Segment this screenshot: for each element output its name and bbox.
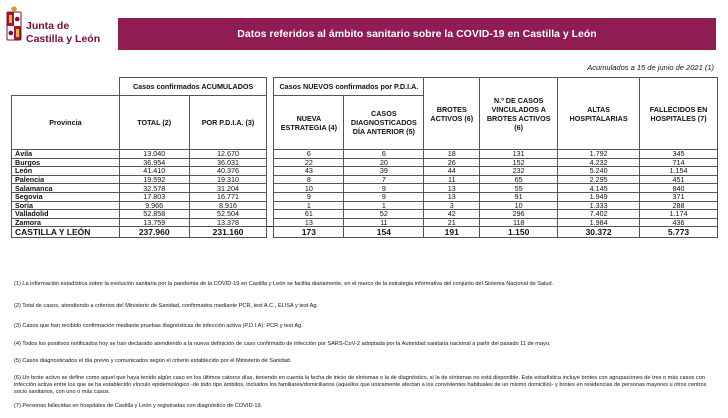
value-cell: 52.504 <box>189 210 267 219</box>
col-header-dia-anterior: CASOS DIAGNOSTICADOS DÍA ANTERIOR (5) <box>344 96 424 150</box>
col-header-brotes: BROTES ACTIVOS (6) <box>424 78 480 150</box>
value-cell: 9 <box>344 192 424 201</box>
value-cell: 13 <box>424 184 480 193</box>
value-cell: 5.773 <box>640 227 718 238</box>
footnote-5: (5) Casos diagnosticados el día previo y comunicados según el criterio establecido por el Ministerio de Sanidad. <box>14 358 292 364</box>
value-cell: 18 <box>424 150 480 159</box>
value-cell: 13.378 <box>189 218 267 227</box>
value-cell: 436 <box>640 218 718 227</box>
footnote-1: (1) La información estadística sobre la evolución sanitaria por la pandemia de la COVID-19 en Castilla y León se facilita diariamente, en el marco de la estrategia informativa del conjunto del Sistema Nacional de Salud. <box>14 281 554 287</box>
value-cell: 1.792 <box>558 150 640 159</box>
page-title: Datos referidos al ámbito sanitario sobre la COVID-19 en Castilla y León <box>237 28 597 40</box>
value-cell: 65 <box>480 175 558 184</box>
value-cell: 2.295 <box>558 175 640 184</box>
value-cell: 26 <box>424 158 480 167</box>
value-cell: 714 <box>640 158 718 167</box>
value-cell: 840 <box>640 184 718 193</box>
value-cell: 296 <box>480 210 558 219</box>
total-row <box>12 227 718 238</box>
table-row <box>12 210 718 219</box>
table-row <box>12 218 718 227</box>
value-cell: 191 <box>424 227 480 238</box>
group-header-acumulados: Casos confirmados ACUMULADOS <box>119 78 267 96</box>
value-cell: 36.954 <box>119 158 189 167</box>
value-cell: 36.031 <box>189 158 267 167</box>
value-cell: 1.150 <box>480 227 558 238</box>
value-cell: 131 <box>480 150 558 159</box>
value-cell: 61 <box>274 210 344 219</box>
value-cell: 30.372 <box>558 227 640 238</box>
report-date: Acumulados a 15 de junio de 2021 (1) <box>587 63 714 72</box>
value-cell: 451 <box>640 175 718 184</box>
value-cell: 31.204 <box>189 184 267 193</box>
value-cell: 118 <box>480 218 558 227</box>
value-cell: 152 <box>480 158 558 167</box>
table-row <box>12 175 718 184</box>
province-cell: Segovia <box>12 192 120 201</box>
value-cell: 4.232 <box>558 158 640 167</box>
province-cell: Soria <box>12 201 120 210</box>
value-cell: 4.145 <box>558 184 640 193</box>
junta-logo <box>6 4 106 56</box>
org-name-line1: Junta de <box>26 20 70 32</box>
value-cell: 91 <box>480 192 558 201</box>
col-header-provincia: Provincia <box>12 96 120 150</box>
value-cell: 6 <box>274 150 344 159</box>
value-cell: 7.402 <box>558 210 640 219</box>
value-cell: 371 <box>640 192 718 201</box>
value-cell: 1 <box>274 201 344 210</box>
value-cell: 13.040 <box>119 150 189 159</box>
value-cell: 13 <box>274 218 344 227</box>
value-cell: 288 <box>640 201 718 210</box>
value-cell: 10 <box>480 201 558 210</box>
value-cell: 11 <box>344 218 424 227</box>
covid-data-table <box>11 77 718 238</box>
value-cell: 55 <box>480 184 558 193</box>
table-row <box>12 150 718 159</box>
col-header-por-pdia: POR P.D.I.A. (3) <box>189 96 267 150</box>
value-cell: 41.410 <box>119 167 189 176</box>
col-header-nueva-estrategia: NUEVA ESTRATEGIA (4) <box>274 96 344 150</box>
value-cell: 9.966 <box>119 201 189 210</box>
org-name-line2: Castilla y León <box>26 33 101 45</box>
value-cell: 1.154 <box>640 167 718 176</box>
value-cell: 21 <box>424 218 480 227</box>
value-cell: 19.310 <box>189 175 267 184</box>
table-row <box>12 167 718 176</box>
value-cell: 20 <box>344 158 424 167</box>
col-header-altas: ALTAS HOSPITALARIAS <box>558 78 640 150</box>
value-cell: 6 <box>344 150 424 159</box>
table-row <box>12 201 718 210</box>
table-row <box>12 184 718 193</box>
col-header-fallecidos: FALLECIDOS EN HOSPITALES (7) <box>640 78 718 150</box>
value-cell: 16.771 <box>189 192 267 201</box>
value-cell: 39 <box>344 167 424 176</box>
value-cell: 345 <box>640 150 718 159</box>
value-cell: 19.592 <box>119 175 189 184</box>
value-cell: 232 <box>480 167 558 176</box>
value-cell: 3 <box>424 201 480 210</box>
table-body <box>12 150 718 238</box>
value-cell: 52.858 <box>119 210 189 219</box>
footnote-7: (7) Personas fallecidas en hospitales de Castilla y León y registradas con diagnóstico de COVID-19. <box>14 403 263 409</box>
value-cell: 1.333 <box>558 201 640 210</box>
col-header-casos-vinculados: N.º DE CASOS VINCULADOS A BROTES ACTIVOS (6) <box>480 78 558 150</box>
value-cell: 42 <box>424 210 480 219</box>
value-cell: 7 <box>344 175 424 184</box>
footnote-6: (6) Un brote activo se define como aquel que haya tenido algún caso en los últimos catorce días, teniendo en cuenta la fecha de inicio de síntomas o la de diagnóstico, si la de síntomas no está disponible. Esta estadística incluye brotes con agrupaciones de tres o más casos con infección activa entre los que se ha establecido vínculo epidemiológico -de todo tipo ámbitos, incluidos los familiares/domiciliarios (aquellos que únicamente afectan a los convivientes habituales de un mismo domicilio)- y brotes en residencias de personas mayores u otros centros socio sanitarios, con uno o más casos. <box>14 375 707 395</box>
footnote-3: (3) Casos que han recibido confirmación mediante pruebas diagnósticas de infección activa (P.D.I.A): PCR y test Ag. <box>14 323 303 329</box>
value-cell: 237.960 <box>119 227 189 238</box>
value-cell: 40.376 <box>189 167 267 176</box>
footnote-4: (4) Todos los positivos notificados hoy se han declarado atendiendo a la nueva definición de caso confirmado de infección por SARS-CoV-2 adoptada por la Autoridad sanitaria nacional a partir del pasado 11 de mayo. <box>14 341 551 347</box>
value-cell: 12.670 <box>189 150 267 159</box>
value-cell: 5.240 <box>558 167 640 176</box>
value-cell: 10 <box>274 184 344 193</box>
value-cell: 9 <box>274 192 344 201</box>
value-cell: 1.949 <box>558 192 640 201</box>
table-row <box>12 158 718 167</box>
province-cell: Valladolid <box>12 210 120 219</box>
value-cell: 44 <box>424 167 480 176</box>
value-cell: 11 <box>424 175 480 184</box>
value-cell: 8 <box>274 175 344 184</box>
value-cell: 17.803 <box>119 192 189 201</box>
value-cell: 32.578 <box>119 184 189 193</box>
value-cell: 13.759 <box>119 218 189 227</box>
province-cell: Palencia <box>12 175 120 184</box>
group-header-nuevos: Casos NUEVOS confirmados por P.D.I.A. <box>274 78 424 96</box>
value-cell: 154 <box>344 227 424 238</box>
value-cell: 173 <box>274 227 344 238</box>
col-header-total: TOTAL (2) <box>119 96 189 150</box>
table-row <box>12 192 718 201</box>
value-cell: 9 <box>344 184 424 193</box>
value-cell: 1.174 <box>640 210 718 219</box>
value-cell: 43 <box>274 167 344 176</box>
coat-of-arms-icon <box>6 6 22 46</box>
footnote-2: (2) Total de casos, atendiendo a criterios del Ministerio de Sanidad, confirmados mediante PCR, test A.C., ELISA y test Ag. <box>14 303 318 309</box>
page-title-banner <box>118 18 716 50</box>
province-cell: Zamora <box>12 218 120 227</box>
province-cell: Burgos <box>12 158 120 167</box>
value-cell: 52 <box>344 210 424 219</box>
value-cell: 13 <box>424 192 480 201</box>
province-cell: Salamanca <box>12 184 120 193</box>
value-cell: 22 <box>274 158 344 167</box>
value-cell: 1.984 <box>558 218 640 227</box>
value-cell: 8.916 <box>189 201 267 210</box>
province-cell: CASTILLA Y LEÓN <box>12 227 120 238</box>
value-cell: 1 <box>344 201 424 210</box>
value-cell: 231.160 <box>189 227 267 238</box>
province-cell: León <box>12 167 120 176</box>
province-cell: Ávila <box>12 150 120 159</box>
